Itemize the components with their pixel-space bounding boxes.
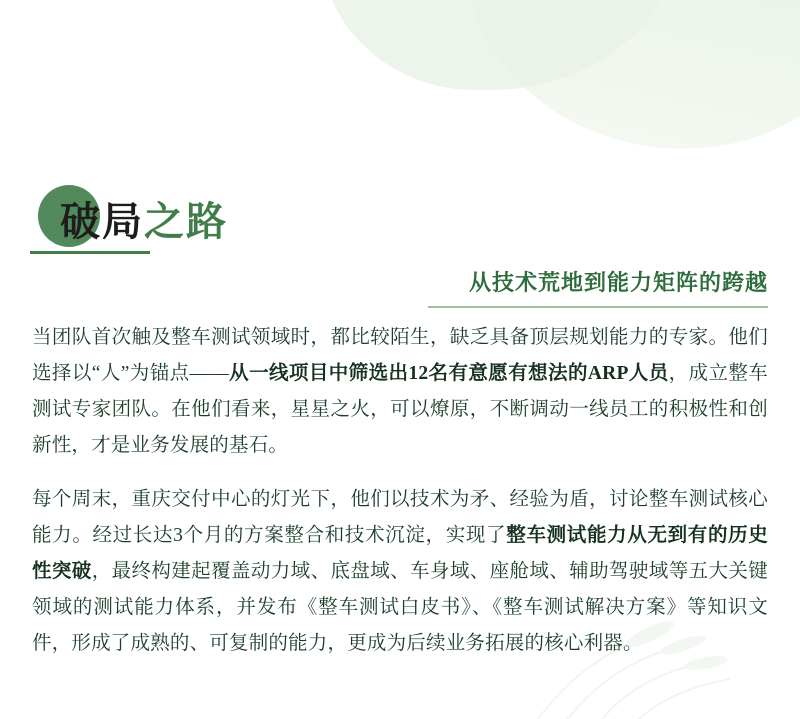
subtitle-block <box>428 268 768 308</box>
leaf-blob-decoration <box>451 0 800 178</box>
paragraph-2 <box>32 482 768 662</box>
page-title <box>60 197 228 247</box>
text-run-0: 当团队首次触及整车测试领域时，都比较陌生，缺乏具备顶层规划能力的专家。他们选择以“人”为锚点—— <box>32 327 768 384</box>
subtitle-underline-rule <box>428 306 768 308</box>
paragraph-1 <box>32 320 768 464</box>
text-run-0: 每个周末，重庆交付中心的灯光下，他们以技术为矛、经验为盾，讨论整车测试核心能力。经过长达3个月的方案整合和技术沉淀，实现了 <box>32 489 768 546</box>
text-run-2: ，成立整车测试专家团队。在他们看来，星星之火，可以燎原，不断调动一线员工的积极性和创新性，才是业务发展的基石。 <box>32 363 768 456</box>
heading-underline-rule <box>30 251 150 254</box>
page-subtitle: 从技术荒地到能力矩阵的跨越 <box>468 270 768 295</box>
text-run-1: 整车测试能力从无到有的历史性突破 <box>32 525 768 582</box>
leaf-blob-decoration-secondary <box>320 0 680 90</box>
page-heading <box>30 185 430 265</box>
text-run-2: ，最终构建起覆盖动力域、底盘域、车身域、座舱域、辅助驾驶域等五大关键领域的测试能力体系，并发布《整车测试白皮书》、《整车测试解决方案》等知识文件，形成了成熟的、可复制的能力，更成为后续业务拓展的核心利器。 <box>32 561 768 654</box>
body-copy <box>32 320 768 680</box>
page-title-accent: 之路 <box>144 200 228 244</box>
page-title-main: 破局 <box>60 200 144 244</box>
text-run-1: 从一线项目中筛选出12名有意愿有想法的ARP人员 <box>228 363 669 384</box>
